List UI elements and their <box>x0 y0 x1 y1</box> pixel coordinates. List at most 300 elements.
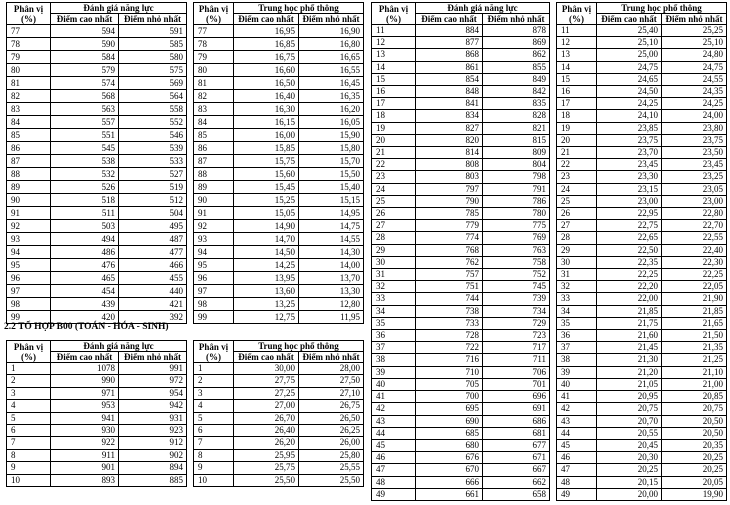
max-score-cell: 1078 <box>51 363 119 375</box>
percentile-cell: 12 <box>372 37 416 49</box>
min-score-cell: 717 <box>483 342 550 354</box>
min-score-cell: 16,55 <box>299 64 364 77</box>
max-score-cell: 922 <box>51 437 119 449</box>
table-row <box>194 375 364 387</box>
table-row <box>194 181 364 194</box>
min-header: Điểm nhỏ nhất <box>299 352 364 363</box>
percentile-cell: 27 <box>557 220 597 232</box>
max-score-cell: 676 <box>416 452 483 464</box>
min-score-cell: 527 <box>119 168 187 181</box>
min-score-cell: 20,25 <box>662 464 727 476</box>
min-score-cell: 758 <box>483 256 550 268</box>
min-score-cell: 677 <box>483 439 550 451</box>
max-score-cell: 953 <box>51 400 119 412</box>
percentile-cell: 7 <box>7 437 51 449</box>
table-row <box>7 51 187 64</box>
max-score-cell: 15,25 <box>234 194 299 207</box>
table-row <box>7 462 187 474</box>
min-score-cell: 25,25 <box>662 25 727 37</box>
max-header: Điểm cao nhất <box>597 14 662 25</box>
min-score-cell: 22,80 <box>662 208 727 220</box>
percentile-cell: 3 <box>7 387 51 399</box>
percentile-header: Phân vị (%) <box>7 341 51 363</box>
table-row <box>7 129 187 142</box>
percentile-cell: 94 <box>7 246 51 259</box>
percentile-cell: 17 <box>372 98 416 110</box>
percentile-cell: 41 <box>557 391 597 403</box>
min-score-cell: 591 <box>119 25 187 38</box>
max-score-cell: 420 <box>51 311 119 324</box>
max-score-cell: 22,95 <box>597 208 662 220</box>
dgnl-header: Đánh giá năng lực <box>51 3 187 14</box>
min-score-cell: 16,45 <box>299 77 364 90</box>
percentile-cell: 21 <box>557 147 597 159</box>
percentile-cell: 36 <box>372 330 416 342</box>
percentile-cell: 6 <box>7 425 51 437</box>
max-score-cell: 854 <box>416 73 483 85</box>
min-score-cell: 752 <box>483 269 550 281</box>
max-score-cell: 23,70 <box>597 147 662 159</box>
max-score-cell: 14,50 <box>234 246 299 259</box>
min-score-cell: 23,00 <box>662 195 727 207</box>
table-row <box>557 366 727 378</box>
max-score-cell: 15,60 <box>234 168 299 181</box>
percentile-cell: 93 <box>194 233 234 246</box>
min-score-cell: 923 <box>119 425 187 437</box>
max-score-cell: 532 <box>51 168 119 181</box>
max-score-cell: 20,45 <box>597 439 662 451</box>
table-row <box>194 168 364 181</box>
max-score-cell: 24,65 <box>597 73 662 85</box>
percentile-cell: 33 <box>557 293 597 305</box>
table-row <box>557 439 727 451</box>
min-score-cell: 11,95 <box>299 311 364 324</box>
percentile-cell: 30 <box>372 256 416 268</box>
table-dgnl-right <box>371 2 550 501</box>
max-score-cell: 827 <box>416 122 483 134</box>
table-row <box>7 64 187 77</box>
table-row <box>194 116 364 129</box>
min-score-cell: 21,35 <box>662 342 727 354</box>
table-row <box>7 259 187 272</box>
max-score-cell: 884 <box>416 25 483 37</box>
min-score-cell: 512 <box>119 194 187 207</box>
max-score-cell: 24,50 <box>597 86 662 98</box>
percentile-cell: 32 <box>557 281 597 293</box>
min-score-cell: 912 <box>119 437 187 449</box>
table-row <box>194 77 364 90</box>
max-score-cell: 22,25 <box>597 269 662 281</box>
table-row <box>372 464 550 476</box>
percentile-cell: 90 <box>194 194 234 207</box>
min-score-cell: 835 <box>483 98 550 110</box>
percentile-cell: 93 <box>7 233 51 246</box>
table-row <box>7 181 187 194</box>
max-score-cell: 16,50 <box>234 77 299 90</box>
percentile-header: Phân vị (%) <box>194 341 234 363</box>
percentile-cell: 19 <box>557 122 597 134</box>
table-row <box>372 256 550 268</box>
min-score-cell: 701 <box>483 378 550 390</box>
table-row <box>557 232 727 244</box>
table-thpt-b00 <box>193 340 364 487</box>
min-score-cell: 706 <box>483 366 550 378</box>
percentile-cell: 22 <box>557 159 597 171</box>
table-row <box>372 378 550 390</box>
max-score-cell: 22,20 <box>597 281 662 293</box>
section-title: 2.2 TỔ HỢP B00 (TOÁN - HÓA - SINH) <box>4 322 169 332</box>
max-score-cell: 511 <box>51 207 119 220</box>
percentile-cell: 45 <box>557 439 597 451</box>
min-score-cell: 20,50 <box>662 427 727 439</box>
max-score-cell: 768 <box>416 244 483 256</box>
table-row <box>7 412 187 424</box>
min-score-cell: 539 <box>119 142 187 155</box>
percentile-cell: 81 <box>7 77 51 90</box>
percentile-cell: 49 <box>557 488 597 500</box>
percentile-cell: 89 <box>194 181 234 194</box>
percentile-cell: 84 <box>194 116 234 129</box>
percentile-cell: 77 <box>7 25 51 38</box>
max-score-cell: 526 <box>51 181 119 194</box>
min-score-cell: 991 <box>119 363 187 375</box>
table-row <box>372 159 550 171</box>
min-score-cell: 14,00 <box>299 259 364 272</box>
table-row <box>7 474 187 486</box>
max-score-cell: 21,45 <box>597 342 662 354</box>
max-score-cell: 779 <box>416 220 483 232</box>
table-row <box>557 317 727 329</box>
percentile-cell: 22 <box>372 159 416 171</box>
table-row <box>557 183 727 195</box>
max-score-cell: 20,70 <box>597 415 662 427</box>
table-dgnl-top <box>6 2 187 324</box>
table-row <box>7 363 187 375</box>
max-score-cell: 23,00 <box>597 195 662 207</box>
percentile-cell: 27 <box>372 220 416 232</box>
min-score-cell: 504 <box>119 207 187 220</box>
max-score-cell: 21,30 <box>597 354 662 366</box>
percentile-cell: 94 <box>194 246 234 259</box>
table-row <box>372 183 550 195</box>
min-score-cell: 21,90 <box>662 293 727 305</box>
min-header: Điểm nhỏ nhất <box>662 14 727 25</box>
max-score-cell: 785 <box>416 208 483 220</box>
table-row <box>194 90 364 103</box>
min-score-cell: 869 <box>483 37 550 49</box>
max-score-cell: 680 <box>416 439 483 451</box>
max-score-cell: 25,95 <box>234 449 299 461</box>
min-score-cell: 954 <box>119 387 187 399</box>
max-score-cell: 971 <box>51 387 119 399</box>
percentile-cell: 80 <box>7 64 51 77</box>
percentile-cell: 85 <box>7 129 51 142</box>
percentile-cell: 48 <box>372 476 416 488</box>
table-row <box>372 269 550 281</box>
table-row <box>372 110 550 122</box>
max-score-cell: 557 <box>51 116 119 129</box>
table-row <box>7 298 187 311</box>
percentile-cell: 36 <box>557 330 597 342</box>
percentile-cell: 82 <box>7 90 51 103</box>
table-row <box>7 425 187 437</box>
table-row <box>194 129 364 142</box>
percentile-cell: 35 <box>557 317 597 329</box>
percentile-cell: 98 <box>194 298 234 311</box>
min-score-cell: 23,25 <box>662 171 727 183</box>
max-score-cell: 23,85 <box>597 122 662 134</box>
percentile-cell: 5 <box>194 412 234 424</box>
percentile-cell: 39 <box>372 366 416 378</box>
max-score-cell: 27,00 <box>234 400 299 412</box>
percentile-cell: 86 <box>7 142 51 155</box>
percentile-cell: 90 <box>7 194 51 207</box>
min-score-cell: 24,25 <box>662 98 727 110</box>
max-score-cell: 20,15 <box>597 476 662 488</box>
min-score-cell: 21,10 <box>662 366 727 378</box>
min-score-cell: 23,50 <box>662 147 727 159</box>
max-score-cell: 20,00 <box>597 488 662 500</box>
min-score-cell: 495 <box>119 220 187 233</box>
table-row <box>557 244 727 256</box>
min-score-cell: 15,50 <box>299 168 364 181</box>
percentile-cell: 9 <box>7 462 51 474</box>
min-score-cell: 20,05 <box>662 476 727 488</box>
percentile-cell: 47 <box>557 464 597 476</box>
max-score-cell: 751 <box>416 281 483 293</box>
min-score-cell: 902 <box>119 449 187 461</box>
table-row <box>372 452 550 464</box>
percentile-cell: 34 <box>557 305 597 317</box>
max-score-cell: 733 <box>416 317 483 329</box>
percentile-cell: 46 <box>372 452 416 464</box>
percentile-cell: 96 <box>194 272 234 285</box>
percentile-cell: 38 <box>372 354 416 366</box>
table-row <box>557 25 727 37</box>
table-row <box>194 272 364 285</box>
table-row <box>194 220 364 233</box>
min-score-cell: 691 <box>483 403 550 415</box>
max-score-cell: 26,20 <box>234 437 299 449</box>
percentile-cell: 3 <box>194 387 234 399</box>
table-row <box>7 25 187 38</box>
max-score-cell: 518 <box>51 194 119 207</box>
max-score-cell: 16,95 <box>234 25 299 38</box>
max-score-cell: 22,00 <box>597 293 662 305</box>
max-score-cell: 465 <box>51 272 119 285</box>
min-header: Điểm nhỏ nhất <box>119 352 187 363</box>
min-score-cell: 815 <box>483 134 550 146</box>
table-row <box>7 246 187 259</box>
table-row <box>194 142 364 155</box>
min-score-cell: 558 <box>119 103 187 116</box>
max-score-cell: 26,70 <box>234 412 299 424</box>
table-row <box>372 342 550 354</box>
percentile-cell: 13 <box>557 49 597 61</box>
max-score-cell: 563 <box>51 103 119 116</box>
max-score-cell: 757 <box>416 269 483 281</box>
max-score-cell: 14,25 <box>234 259 299 272</box>
table-dgnl-b00 <box>6 340 187 487</box>
dgnl-header: Đánh giá năng lực <box>416 3 550 14</box>
percentile-cell: 83 <box>194 103 234 116</box>
max-score-cell: 26,40 <box>234 425 299 437</box>
percentile-cell: 18 <box>557 110 597 122</box>
min-score-cell: 723 <box>483 330 550 342</box>
min-score-cell: 466 <box>119 259 187 272</box>
table-row <box>7 272 187 285</box>
percentile-cell: 39 <box>557 366 597 378</box>
percentile-cell: 95 <box>7 259 51 272</box>
table-row <box>557 427 727 439</box>
table-row <box>7 194 187 207</box>
percentile-cell: 35 <box>372 317 416 329</box>
percentile-cell: 31 <box>372 269 416 281</box>
percentile-cell: 29 <box>557 244 597 256</box>
table-row <box>557 281 727 293</box>
max-header: Điểm cao nhất <box>234 352 299 363</box>
min-score-cell: 20,50 <box>662 415 727 427</box>
table-row <box>557 159 727 171</box>
table-row <box>194 38 364 51</box>
max-score-cell: 700 <box>416 391 483 403</box>
table-row <box>557 208 727 220</box>
percentile-cell: 14 <box>557 61 597 73</box>
percentile-cell: 80 <box>194 64 234 77</box>
table-row <box>7 116 187 129</box>
max-header: Điểm cao nhất <box>234 14 299 25</box>
table-row <box>557 488 727 500</box>
min-score-cell: 564 <box>119 90 187 103</box>
table-row <box>194 363 364 375</box>
percentile-cell: 88 <box>194 168 234 181</box>
min-score-cell: 20,85 <box>662 391 727 403</box>
max-score-cell: 834 <box>416 110 483 122</box>
max-score-cell: 568 <box>51 90 119 103</box>
max-score-cell: 22,65 <box>597 232 662 244</box>
table-row <box>7 220 187 233</box>
min-score-cell: 13,70 <box>299 272 364 285</box>
max-score-cell: 14,70 <box>234 233 299 246</box>
max-score-cell: 16,30 <box>234 103 299 116</box>
min-score-cell: 662 <box>483 476 550 488</box>
table-row <box>7 207 187 220</box>
percentile-cell: 87 <box>194 155 234 168</box>
percentile-cell: 40 <box>557 378 597 390</box>
max-score-cell: 503 <box>51 220 119 233</box>
percentile-cell: 46 <box>557 452 597 464</box>
min-score-cell: 809 <box>483 147 550 159</box>
table-row <box>372 122 550 134</box>
percentile-cell: 11 <box>372 25 416 37</box>
max-score-cell: 774 <box>416 232 483 244</box>
percentile-cell: 8 <box>7 449 51 461</box>
table-row <box>194 194 364 207</box>
percentile-cell: 49 <box>372 488 416 500</box>
table-row <box>194 298 364 311</box>
max-score-cell: 848 <box>416 86 483 98</box>
table-row <box>194 259 364 272</box>
max-score-cell: 27,75 <box>234 375 299 387</box>
min-score-cell: 21,25 <box>662 354 727 366</box>
min-score-cell: 681 <box>483 427 550 439</box>
max-score-cell: 25,50 <box>234 474 299 486</box>
max-score-cell: 20,25 <box>597 464 662 476</box>
percentile-cell: 25 <box>372 195 416 207</box>
percentile-cell: 5 <box>7 412 51 424</box>
percentile-cell: 92 <box>7 220 51 233</box>
table-row <box>372 439 550 451</box>
percentile-cell: 44 <box>372 427 416 439</box>
percentile-cell: 43 <box>557 415 597 427</box>
table-row <box>557 269 727 281</box>
max-score-cell: 22,35 <box>597 256 662 268</box>
percentile-cell: 78 <box>194 38 234 51</box>
percentile-cell: 42 <box>557 403 597 415</box>
percentile-cell: 23 <box>557 171 597 183</box>
min-score-cell: 931 <box>119 412 187 424</box>
max-score-cell: 661 <box>416 488 483 500</box>
table-row <box>372 134 550 146</box>
table-row <box>372 208 550 220</box>
max-score-cell: 21,05 <box>597 378 662 390</box>
min-score-cell: 734 <box>483 305 550 317</box>
table-row <box>372 305 550 317</box>
table-row <box>7 387 187 399</box>
min-score-cell: 658 <box>483 488 550 500</box>
min-score-cell: 519 <box>119 181 187 194</box>
percentile-cell: 77 <box>194 25 234 38</box>
max-score-cell: 990 <box>51 375 119 387</box>
percentile-cell: 20 <box>372 134 416 146</box>
table-row <box>372 171 550 183</box>
max-score-cell: 13,25 <box>234 298 299 311</box>
min-header: Điểm nhỏ nhất <box>483 14 550 25</box>
percentile-cell: 26 <box>557 208 597 220</box>
max-score-cell: 494 <box>51 233 119 246</box>
max-score-cell: 545 <box>51 142 119 155</box>
max-score-cell: 21,85 <box>597 305 662 317</box>
min-score-cell: 477 <box>119 246 187 259</box>
table-row <box>372 317 550 329</box>
max-score-cell: 893 <box>51 474 119 486</box>
min-score-cell: 791 <box>483 183 550 195</box>
table-row <box>7 449 187 461</box>
table-row <box>557 195 727 207</box>
max-score-cell: 16,85 <box>234 38 299 51</box>
table-row <box>372 86 550 98</box>
min-score-cell: 455 <box>119 272 187 285</box>
max-score-cell: 579 <box>51 64 119 77</box>
table-row <box>557 330 727 342</box>
max-score-cell: 23,75 <box>597 134 662 146</box>
min-score-cell: 842 <box>483 86 550 98</box>
max-score-cell: 476 <box>51 259 119 272</box>
table-row <box>194 387 364 399</box>
percentile-cell: 6 <box>194 425 234 437</box>
table-row <box>372 61 550 73</box>
table-row <box>194 311 364 324</box>
max-score-cell: 695 <box>416 403 483 415</box>
percentile-cell: 99 <box>7 311 51 324</box>
table-row <box>372 293 550 305</box>
max-score-cell: 13,60 <box>234 285 299 298</box>
percentile-cell: 87 <box>7 155 51 168</box>
max-score-cell: 25,40 <box>597 25 662 37</box>
percentile-cell: 10 <box>194 474 234 486</box>
percentile-cell: 2 <box>7 375 51 387</box>
percentile-cell: 89 <box>7 181 51 194</box>
